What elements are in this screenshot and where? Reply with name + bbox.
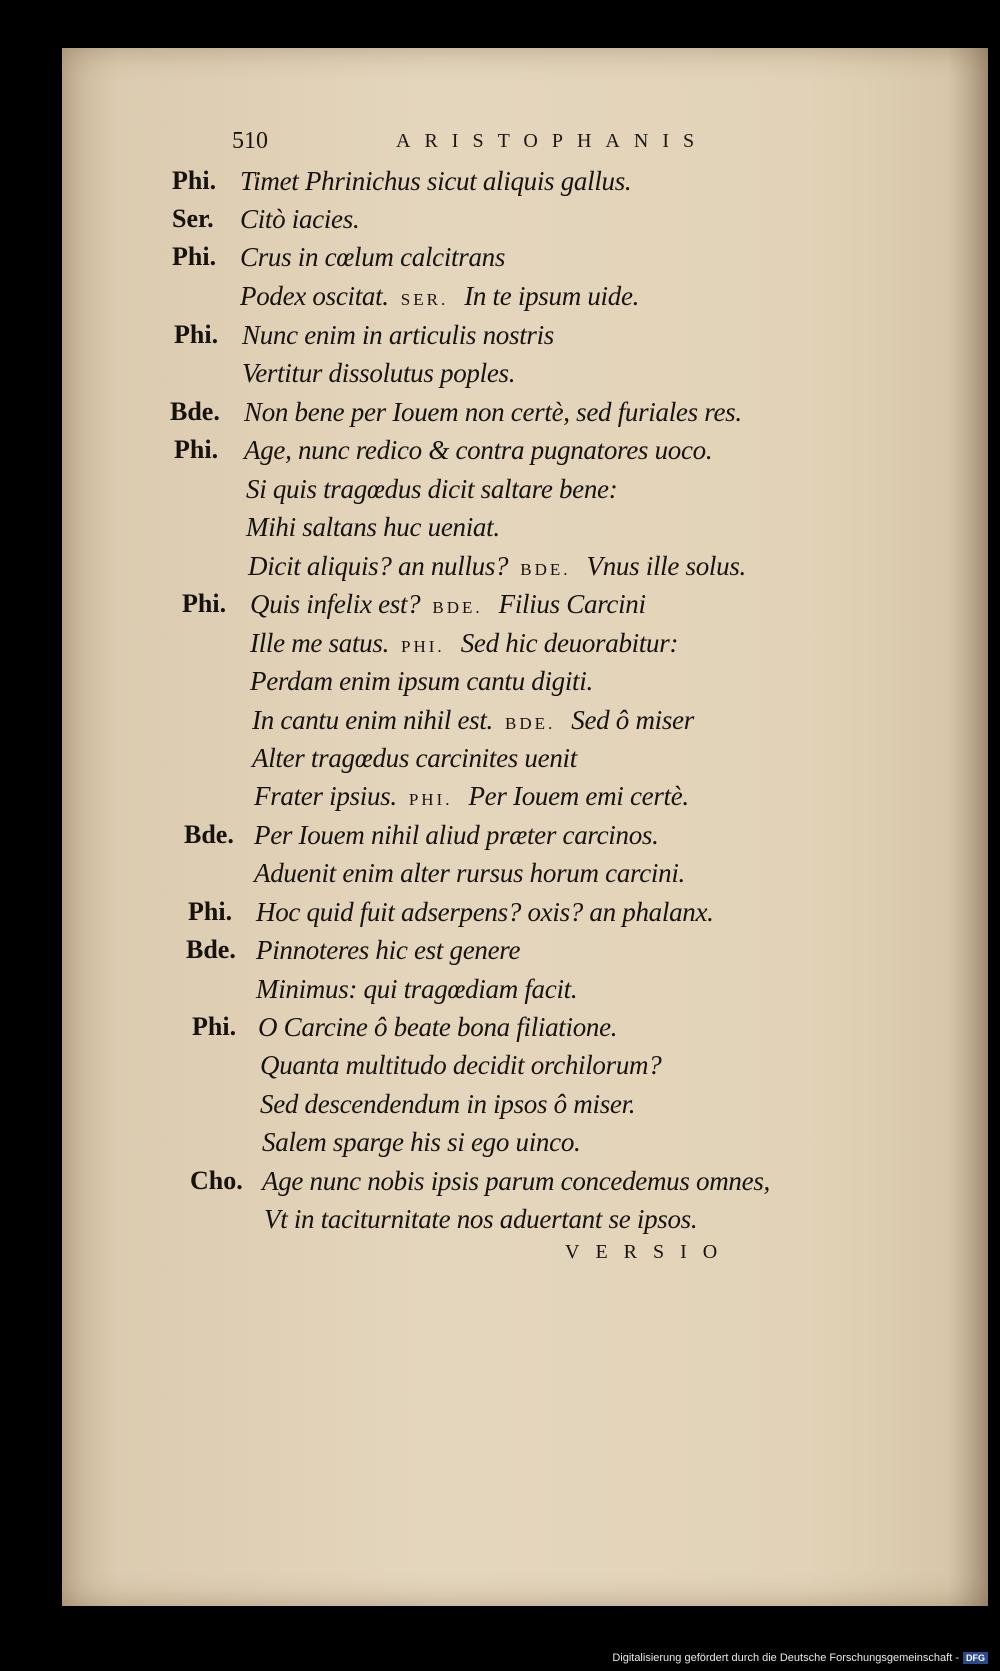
verse-line xyxy=(264,1204,697,1235)
verse-text-continued: Sed ô miser xyxy=(571,705,694,735)
verse-text-continued: In te ipsum uide. xyxy=(464,281,640,311)
speaker-label: Phi. xyxy=(172,166,217,195)
verse-line xyxy=(262,1166,770,1197)
verse-text: Alter tragœdus carcinites uenit xyxy=(252,743,577,773)
verse-line xyxy=(256,935,520,966)
verse-line xyxy=(240,281,639,312)
verse-line xyxy=(256,897,714,928)
verse-line xyxy=(260,1089,635,1120)
verse-text: Minimus: qui tragœdiam facit. xyxy=(256,974,578,1004)
inline-speaker: BDE. xyxy=(432,598,483,617)
speaker-label: Phi. xyxy=(182,589,227,618)
verse-line xyxy=(254,858,685,889)
verse-text: Vt in taciturnitate nos aduertant se ipsos. xyxy=(264,1204,698,1234)
inline-speaker: BDE. xyxy=(520,560,571,579)
verse-line xyxy=(240,166,631,197)
verse-line xyxy=(246,474,617,505)
verse-line xyxy=(242,358,515,389)
verse-text: Quis infelix est? xyxy=(250,589,421,619)
verse-line xyxy=(248,551,746,582)
verse-text: Pinnoteres hic est genere xyxy=(256,935,521,965)
verse-text-continued: Vnus ille solus. xyxy=(586,551,746,581)
verse-line xyxy=(254,781,689,812)
verse-text: Citò iacies. xyxy=(240,204,360,234)
speaker-label: Phi. xyxy=(174,320,219,349)
verse-text: Per Iouem nihil aliud præter carcinos. xyxy=(254,820,659,850)
footer-text: Digitalisierung gefördert durch die Deutsche Forschungsgemeinschaft - xyxy=(612,1652,959,1664)
speaker-label: Phi. xyxy=(172,242,217,271)
page-number: 510 xyxy=(232,128,268,154)
verse-text: Sed descendendum in ipsos ô miser. xyxy=(260,1089,636,1119)
verse-text: Aduenit enim alter rursus horum carcini. xyxy=(254,858,685,888)
verse-text: Age nunc nobis ipsis parum concedemus omnes, xyxy=(262,1166,770,1196)
verse-text: In cantu enim nihil est. xyxy=(252,705,494,735)
verse-text: Mihi saltans huc ueniat. xyxy=(246,512,500,542)
speaker-label: Phi. xyxy=(174,435,219,464)
verse-line xyxy=(252,743,577,774)
verse-text: Non bene per Iouem non certè, sed furiales res. xyxy=(244,397,742,427)
verse-line xyxy=(242,320,554,351)
verse-line xyxy=(240,242,505,273)
verse-line xyxy=(240,204,359,235)
verse-text: Perdam enim ipsum cantu digiti. xyxy=(250,666,593,696)
verse-text: Crus in cœlum calcitrans xyxy=(240,242,506,272)
verse-text: Dicit aliquis? an nullus? xyxy=(248,551,509,581)
verse-line xyxy=(244,435,712,466)
verse-text: Vertitur dissolutus poples. xyxy=(242,358,516,388)
speaker-label: Bde. xyxy=(184,820,234,849)
footer xyxy=(612,1651,988,1665)
verse-line xyxy=(246,512,500,543)
page-header xyxy=(232,128,790,158)
verse-text: Si quis tragœdus dicit saltare bene: xyxy=(246,474,618,504)
verse-text: Nunc enim in articulis nostris xyxy=(242,320,555,350)
speaker-label: Bde. xyxy=(170,397,220,426)
verse-text: Timet Phrinichus sicut aliquis gallus. xyxy=(240,166,632,196)
speaker-label: Phi. xyxy=(192,1012,237,1041)
verse-line xyxy=(252,705,694,736)
verse-text: Quanta multitudo decidit orchilorum? xyxy=(260,1050,662,1080)
verse-text-continued: Per Iouem emi certè. xyxy=(468,781,689,811)
verse-text: Hoc quid fuit adserpens? oxis? an phalanx. xyxy=(256,897,714,927)
speaker-label: Ser. xyxy=(172,204,214,233)
verse-line xyxy=(250,666,593,697)
speaker-label: Bde. xyxy=(186,935,236,964)
verse-text-continued: Filius Carcini xyxy=(498,589,646,619)
verse-line xyxy=(254,820,659,851)
dfg-logo: DFG xyxy=(963,1652,988,1664)
inline-speaker: PHI. xyxy=(401,637,445,656)
verse-text: Salem sparge his si ego uinco. xyxy=(262,1127,581,1157)
verse-line xyxy=(250,628,678,659)
verse-line xyxy=(258,1012,617,1043)
verse-line xyxy=(250,589,646,620)
inline-speaker: PHI. xyxy=(408,790,453,809)
speaker-label: Cho. xyxy=(190,1166,243,1195)
inline-speaker: SER. xyxy=(400,290,449,309)
speaker-label: Phi. xyxy=(188,897,233,926)
verse-line xyxy=(256,974,577,1005)
verse-text: Frater ipsius. xyxy=(254,781,397,811)
running-head: ARISTOPHANIS xyxy=(396,130,709,152)
verse-line xyxy=(262,1127,580,1158)
verse-text: Ille me satus. xyxy=(250,628,390,658)
verse-text: O Carcine ô beate bona filiatione. xyxy=(258,1012,618,1042)
verse-text: Age, nunc redico & contra pugnatores uoco. xyxy=(244,435,713,465)
verse-text: Podex oscitat. xyxy=(240,281,389,311)
verse-line xyxy=(260,1050,661,1081)
verse-line xyxy=(244,397,742,428)
catchword: VERSIO xyxy=(565,1241,734,1263)
inline-speaker: BDE. xyxy=(505,714,556,733)
verse-text-continued: Sed hic deuorabitur: xyxy=(460,628,679,658)
